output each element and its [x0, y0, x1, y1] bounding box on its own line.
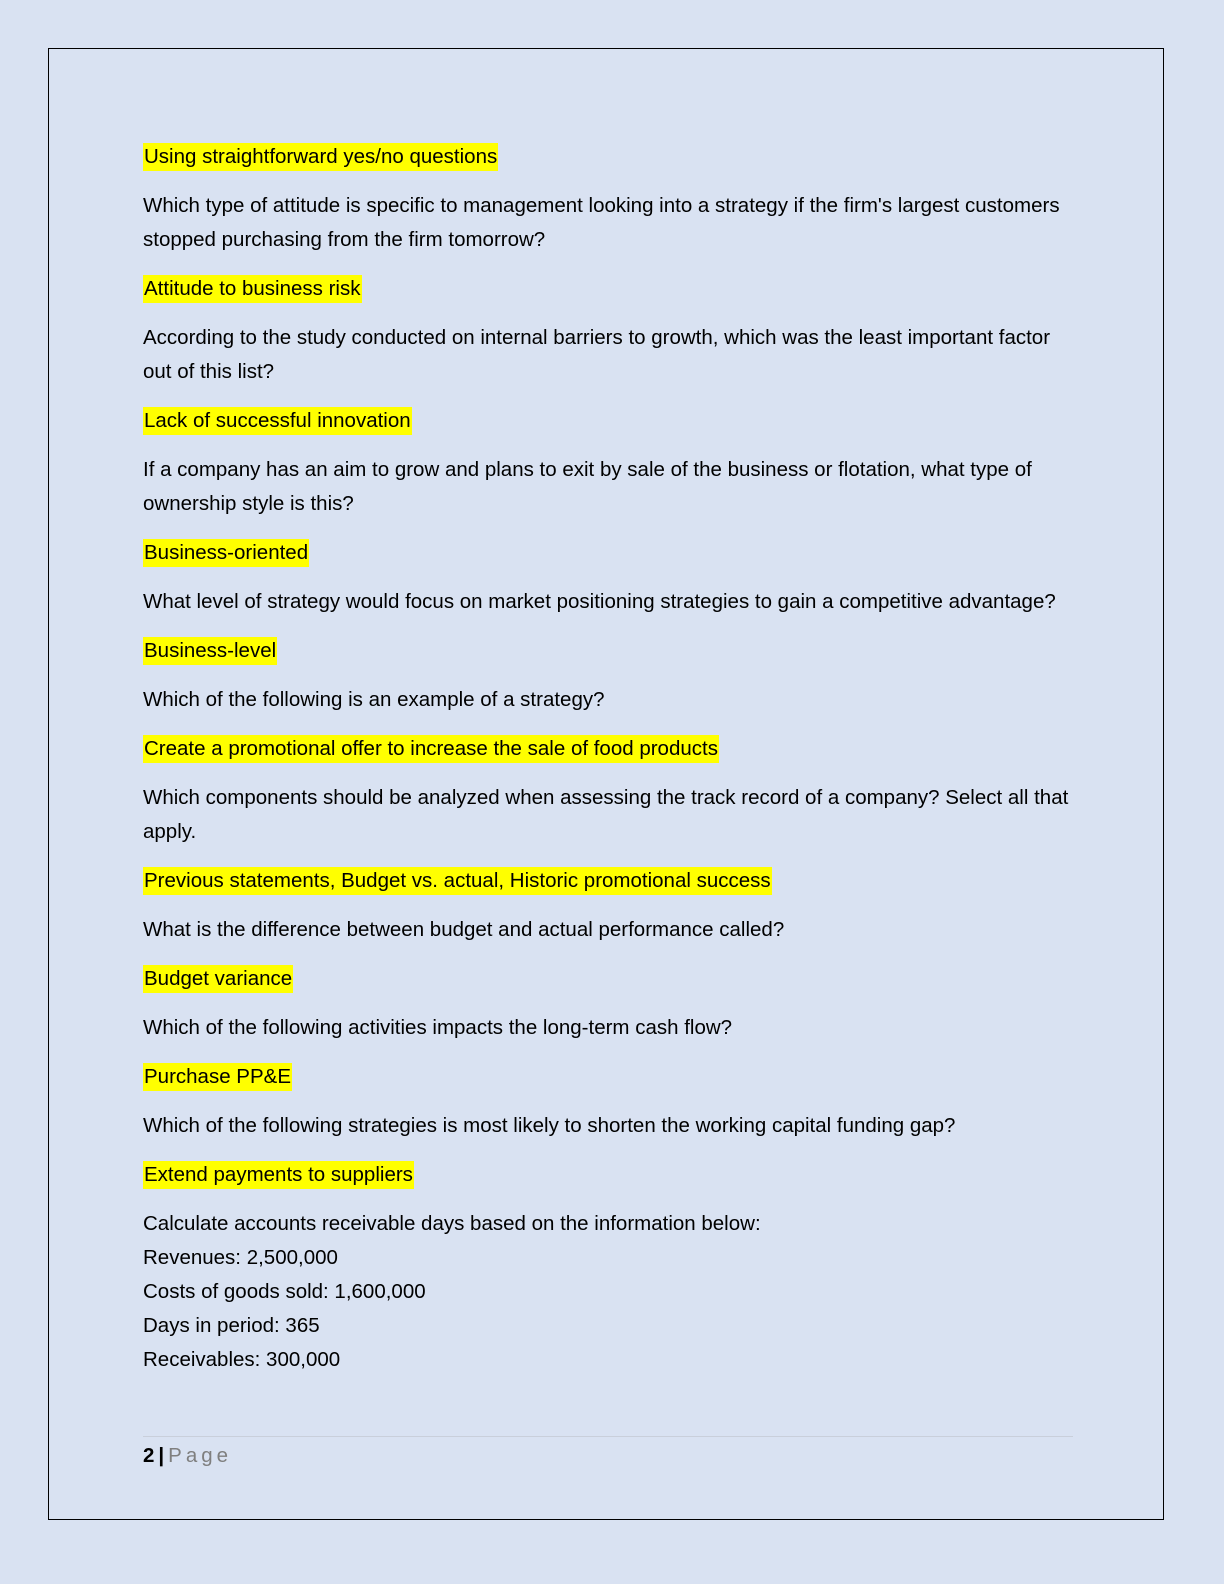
- answer-text: [143, 864, 1073, 898]
- highlighted-answer: Extend payments to suppliers: [143, 1161, 414, 1189]
- question-text: Which type of attitude is specific to management looking into a strategy if the firm's largest customers stopped purchasing from the firm tomorrow?: [143, 194, 1060, 251]
- page-label: Page: [168, 1444, 233, 1467]
- highlighted-answer: Business-oriented: [143, 539, 309, 567]
- answer-text: [143, 634, 1073, 668]
- answer-text: [143, 404, 1073, 438]
- answer-text: [143, 732, 1073, 766]
- highlighted-answer: Business-level: [143, 637, 277, 665]
- document-body: [143, 140, 1073, 1392]
- answer-text: [143, 1158, 1073, 1192]
- page-footer: [143, 1436, 1073, 1471]
- final-question-line: Revenues: 2,500,000: [143, 1246, 338, 1269]
- answer-text: [143, 536, 1073, 570]
- answer-text: [143, 962, 1073, 996]
- question-text: If a company has an aim to grow and plans to exit by sale of the business or flotation, what type of ownership style is this?: [143, 458, 1032, 515]
- final-question-line: Days in period: 365: [143, 1314, 320, 1337]
- question-text: What is the difference between budget and actual performance called?: [143, 918, 785, 941]
- highlighted-answer: Attitude to business risk: [143, 275, 362, 303]
- question-text: Which of the following activities impacts the long-term cash flow?: [143, 1016, 733, 1039]
- final-question-line: Calculate accounts receivable days based on the information below:: [143, 1212, 761, 1235]
- final-question-line: Costs of goods sold: 1,600,000: [143, 1280, 426, 1303]
- final-question-line: Receivables: 300,000: [143, 1348, 341, 1371]
- question-text: Which of the following is an example of a strategy?: [143, 688, 605, 711]
- answer-text: [143, 1060, 1073, 1094]
- question-text: Which components should be analyzed when assessing the track record of a company? Select all that apply.: [143, 786, 1069, 843]
- highlighted-answer: Previous statements, Budget vs. actual, Historic promotional success: [143, 867, 772, 895]
- answer-text: [143, 272, 1073, 306]
- highlighted-answer: Purchase PP&E: [143, 1063, 292, 1091]
- question-text: According to the study conducted on internal barriers to growth, which was the least important factor out of this list?: [143, 326, 1051, 383]
- question-text: Which of the following strategies is most likely to shorten the working capital funding gap?: [143, 1114, 956, 1137]
- page-number: 2: [143, 1444, 155, 1467]
- highlighted-answer: Lack of successful innovation: [143, 407, 412, 435]
- question-text: What level of strategy would focus on market positioning strategies to gain a competitive advantage?: [143, 590, 1056, 613]
- footer-separator: |: [158, 1444, 165, 1467]
- answer-text: [143, 140, 1073, 174]
- highlighted-answer: Budget variance: [143, 965, 293, 993]
- highlighted-answer: Create a promotional offer to increase the sale of food products: [143, 735, 719, 763]
- final-question: [143, 1207, 1073, 1377]
- highlighted-answer: Using straightforward yes/no questions: [143, 143, 498, 171]
